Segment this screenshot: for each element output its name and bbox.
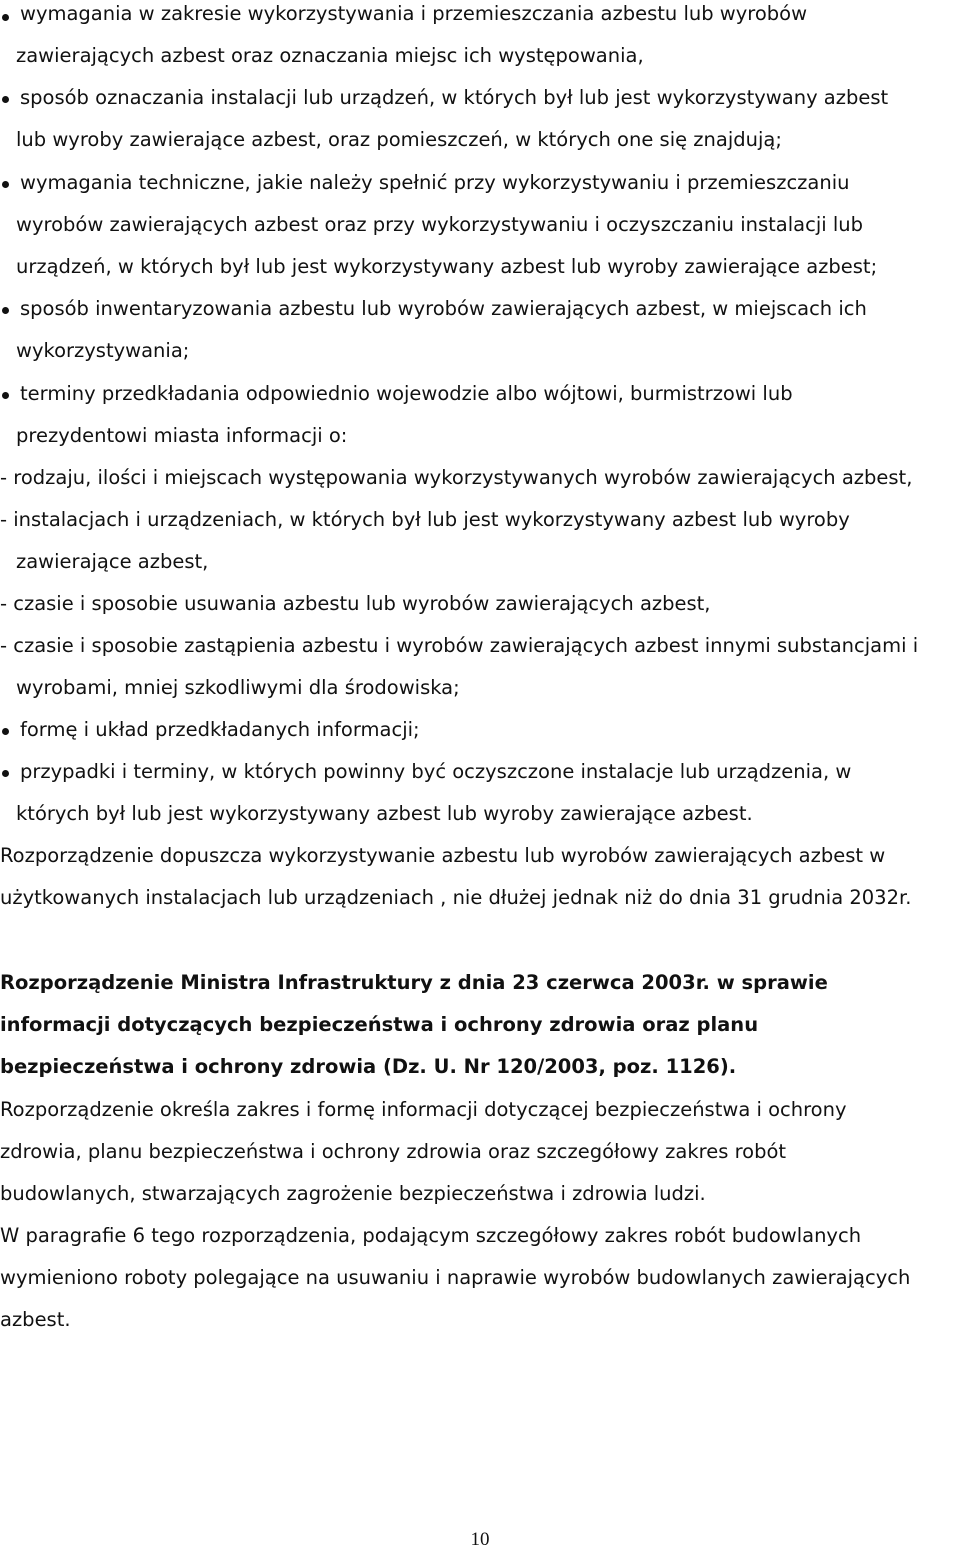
paragraph-line: zdrowia, planu bezpieczeństwa i ochrony zdrowia oraz szczegółowy zakres robót xyxy=(0,1140,787,1163)
text-line: terminy przedkładania odpowiednio wojewodzie albo wójtowi, burmistrzowi lub xyxy=(20,382,793,405)
text-line: wykorzystywania; xyxy=(16,339,190,362)
regulation-heading-line: informacji dotyczących bezpieczeństwa i ochrony zdrowia oraz planu xyxy=(0,1013,759,1036)
text-line: sposób oznaczania instalacji lub urządzeń, w których był lub jest wykorzystywany azbest xyxy=(20,86,889,109)
dash-list-item: - czasie i sposobie usuwania azbestu lub wyrobów zawierających azbest, xyxy=(0,592,711,615)
bullet-icon xyxy=(2,14,9,21)
regulation-heading-line: Rozporządzenie Ministra Infrastruktury z dnia 23 czerwca 2003r. w sprawie xyxy=(0,971,828,994)
text-line: urządzeń, w których był lub jest wykorzystywany azbest lub wyroby zawierające azbest; xyxy=(16,255,878,278)
dash-list-item: - rodzaju, ilości i miejscach występowania wykorzystywanych wyrobów zawierających azbest, xyxy=(0,466,913,489)
text-line: wyrobów zawierających azbest oraz przy wykorzystywaniu i oczyszczaniu instalacji lub xyxy=(16,213,864,236)
regulation-heading-line: bezpieczeństwa i ochrony zdrowia (Dz. U. Nr 120/2003, poz. 1126). xyxy=(0,1055,737,1078)
bullet-icon xyxy=(2,96,9,103)
page-number: 10 xyxy=(470,1529,490,1550)
bullet-icon xyxy=(2,181,9,188)
text-line: prezydentowi miasta informacji o: xyxy=(16,424,348,447)
bullet-icon xyxy=(2,770,9,777)
paragraph-line: azbest. xyxy=(0,1308,71,1331)
dash-list-item: - instalacjach i urządzeniach, w których był lub jest wykorzystywany azbest lub wyroby xyxy=(0,508,850,531)
bullet-icon xyxy=(2,307,9,314)
paragraph-line: wymieniono roboty polegające na usuwaniu i naprawie wyrobów budowlanych zawierających xyxy=(0,1266,911,1289)
paragraph-line: Rozporządzenie określa zakres i formę informacji dotyczącej bezpieczeństwa i ochrony xyxy=(0,1098,847,1121)
paragraph-line: użytkowanych instalacjach lub urządzeniach , nie dłużej jednak niż do dnia 31 grudnia 2032r. xyxy=(0,886,912,909)
bullet-icon xyxy=(2,728,9,735)
text-line: przypadki i terminy, w których powinny być oczyszczone instalacje lub urządzenia, w xyxy=(20,760,852,783)
dash-list-item: - czasie i sposobie zastąpienia azbestu i wyrobów zawierających azbest innymi substancjami i xyxy=(0,634,919,657)
text-line: sposób inwentaryzowania azbestu lub wyrobów zawierających azbest, w miejscach ich xyxy=(20,297,867,320)
paragraph-line: Rozporządzenie dopuszcza wykorzystywanie azbestu lub wyrobów zawierających azbest w xyxy=(0,844,886,867)
text-line: wymagania techniczne, jakie należy spełnić przy wykorzystywaniu i przemieszczaniu xyxy=(20,171,850,194)
text-line: zawierających azbest oraz oznaczania miejsc ich występowania, xyxy=(16,44,644,67)
text-line: lub wyroby zawierające azbest, oraz pomieszczeń, w których one się znajdują; xyxy=(16,128,782,151)
text-line: wymagania w zakresie wykorzystywania i przemieszczania azbestu lub wyrobów xyxy=(20,2,808,25)
paragraph-line: W paragrafie 6 tego rozporządzenia, podającym szczegółowy zakres robót budowlanych xyxy=(0,1224,862,1247)
text-line: wyrobami, mniej szkodliwymi dla środowiska; xyxy=(16,676,460,699)
text-line: których był lub jest wykorzystywany azbest lub wyroby zawierające azbest. xyxy=(16,802,753,825)
text-line: formę i układ przedkładanych informacji; xyxy=(20,718,420,741)
bullet-icon xyxy=(2,392,9,399)
text-line: zawierające azbest, xyxy=(16,550,209,573)
paragraph-line: budowlanych, stwarzających zagrożenie bezpieczeństwa i zdrowia ludzi. xyxy=(0,1182,706,1205)
